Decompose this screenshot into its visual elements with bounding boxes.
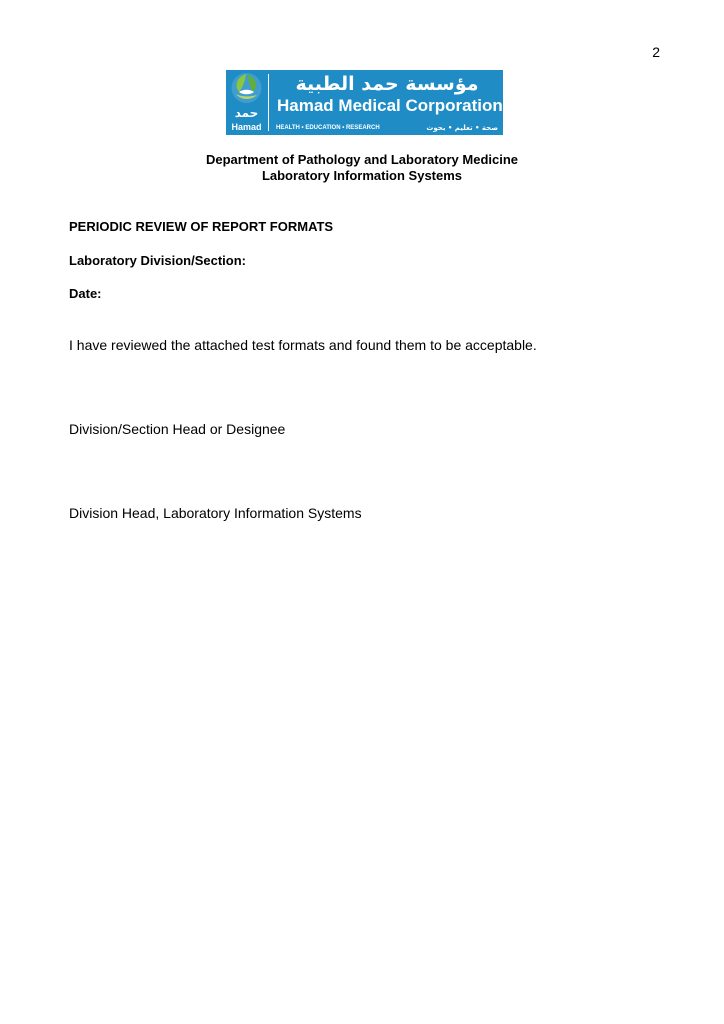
department-heading: Department of Pathology and Laboratory Medicine xyxy=(205,152,519,167)
page-number: 2 xyxy=(652,44,660,60)
signature-line-section-head: Division/Section Head or Designee xyxy=(69,421,286,437)
logo-divider xyxy=(268,74,269,131)
form-title: PERIODIC REVIEW OF REPORT FORMATS xyxy=(69,219,334,234)
logo-emblem xyxy=(226,70,267,135)
review-statement: I have reviewed the attached test formats and found them to be acceptable. xyxy=(69,337,537,353)
subdepartment-heading: Laboratory Information Systems xyxy=(261,168,463,183)
leaf-emblem-icon xyxy=(226,70,267,108)
hamad-medical-corporation-logo xyxy=(226,70,503,135)
division-section-label: Laboratory Division/Section: xyxy=(69,253,246,268)
logo-tagline-arabic: صحة • تعليم • بحوث xyxy=(426,124,498,132)
signature-line-lis-head: Division Head, Laboratory Information Systems xyxy=(69,505,362,521)
logo-english-name: Hamad Medical Corporation xyxy=(277,96,503,115)
logo-arabic-name: مؤسسة حمد الطبية xyxy=(295,73,479,95)
date-label: Date: xyxy=(69,286,102,301)
logo-tagline-english: HEALTH • EDUCATION • RESEARCH xyxy=(276,125,380,131)
logo-short-english: Hamad xyxy=(231,122,262,132)
logo-tagline xyxy=(270,122,500,134)
logo-short-arabic: حمد xyxy=(234,106,259,120)
